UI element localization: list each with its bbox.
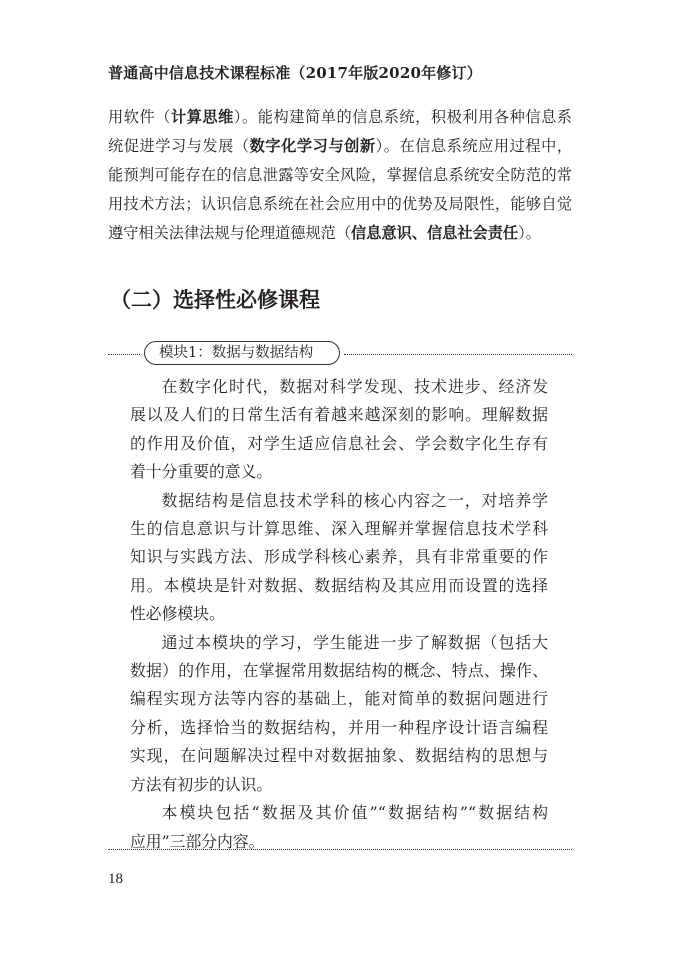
body-line: 生的信息意识与计算思维、深入理解并掌握信息技术学科: [130, 519, 548, 539]
body-line: 的作用及价值，对学生适应信息社会、学会数字化生存有: [130, 433, 548, 453]
body-line: 知识与实践方法、形成学科核心素养，具有非常重要的作: [130, 547, 548, 567]
intro-line: 能预判可能存在的信息泄露等安全风险，掌握信息系统安全防范的常: [108, 166, 572, 184]
body-line: 性必修模块。: [130, 604, 225, 624]
body-line: 分析，选择恰当的数据结构，并用一种程序设计语言编程: [130, 717, 548, 737]
intro-line: 用技术方法；认识信息系统在社会应用中的优势及局限性，能够自觉: [108, 195, 572, 213]
keyword-bold: 数字化学习与创新: [249, 137, 376, 155]
body-line: 编程实现方法等内容的基础上，能对简单的数据问题进行: [130, 689, 548, 709]
module-description: [130, 373, 548, 856]
intro-line: 遵守相关法律法规与伦理道德规范（信息意识、信息社会责任）。: [108, 224, 541, 242]
body-line: 通过本模块的学习，学生能进一步了解数据（包括大: [161, 632, 548, 652]
keyword-bold: 信息意识、信息社会责任: [351, 224, 519, 242]
body-line: 数据）的作用，在掌握常用数据结构的概念、特点、操作、: [130, 661, 548, 681]
intro-paragraph: [108, 103, 572, 248]
body-line: 在数字化时代，数据对科学发现、技术进步、经济发: [161, 377, 548, 396]
body-line: 着十分重要的意义。: [130, 462, 273, 482]
intro-line: 用软件（计算思维）。能构建简单的信息系统，积极利用各种信息系: [108, 108, 572, 126]
module-heading-row: [108, 340, 572, 368]
body-line: 应用”三部分内容。: [130, 831, 265, 851]
body-line: 展以及人们的日常生活有着越来越深刻的影响。理解数据: [130, 405, 548, 425]
page-number: 18: [108, 871, 123, 887]
dotted-divider-left: [108, 354, 140, 355]
dotted-divider-bottom: [108, 849, 572, 850]
body-line: 实现，在问题解决过程中对数据抽象、数据结构的思想与: [130, 746, 548, 766]
body-line: 数据结构是信息技术学科的核心内容之一，对培养学: [161, 490, 548, 510]
body-line: 方法有初步的认识。: [130, 774, 273, 794]
section-heading: （二）选择性必修课程: [110, 288, 320, 312]
body-line: 本模块包括“数据及其价值”“数据结构”“数据结构: [161, 803, 548, 823]
dotted-divider-right: [344, 354, 572, 355]
intro-line: 统促进学习与发展（数字化学习与创新）。在信息系统应用过程中，: [108, 137, 573, 155]
page-header-title: 普通高中信息技术课程标准（2017年版2020年修订）: [108, 64, 482, 82]
keyword-bold: 计算思维: [170, 108, 234, 126]
module-label-box: 模块1：数据与数据结构: [144, 341, 340, 365]
body-line: 用。本模块是针对数据、数据结构及其应用而设置的选择: [130, 575, 548, 595]
